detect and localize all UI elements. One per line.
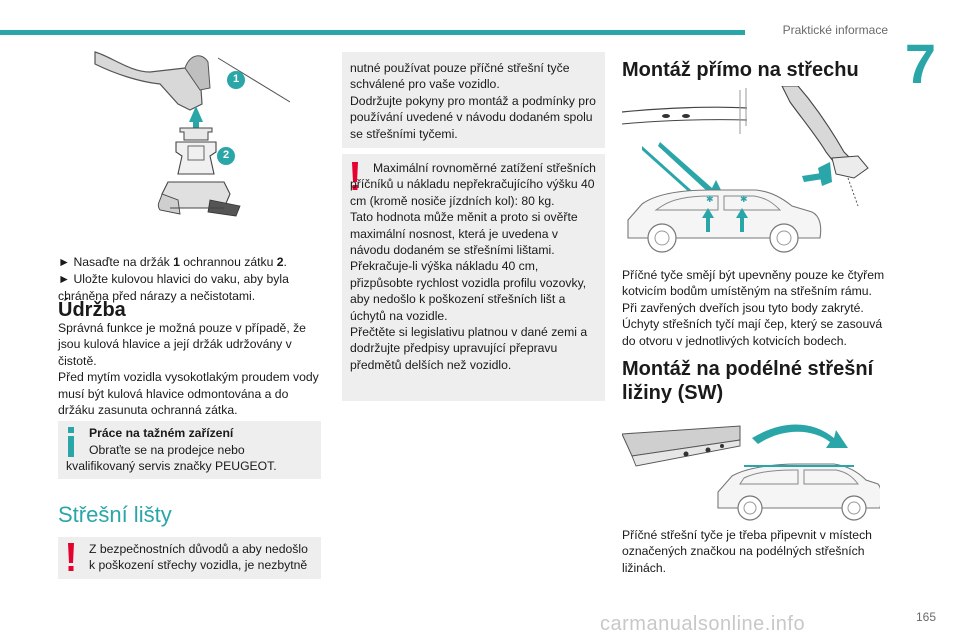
watermark: carmanualsonline.info: [600, 613, 806, 635]
svg-text:✱: ✱: [706, 195, 714, 205]
instruction-2: [58, 255, 323, 304]
callout-1: 1: [232, 73, 240, 85]
warning-box-load-text: Maximální rovnoměrné zatížení střešních příčníků u nákladu nepřekračujícího výšku 40 cm (kromě nosiče jízdních kol): 80 kg. Tato hodnota může měnit a proto si ověřte maximální nosnost, která je uvedena v návodu dodaném se střešními lištami. Překračuje-li výška nákladu 40 cm, přizpůsobte rychlost vozidla profilu vozovky, aby nedošlo k poškození střešních lišt a úchytů na vozidle. Přečtěte si legislativu platnou v dané zemi a dodržujte předpisy upravující přepravu předmětů delších než vozidlo.: [350, 161, 596, 372]
header-rule: [0, 30, 745, 35]
instruction-1-a: ► Nasaďte na držák 1 ochrannou zátku 2.: [58, 255, 287, 270]
info-box-text: Obraťte se na prodejce nebo kvalifikovaný servis značky PEUGEOT.: [66, 443, 277, 474]
info-box-title: Práce na tažném zařízení: [89, 426, 234, 440]
page-number: 165: [915, 610, 936, 624]
rails-figure: [622, 416, 880, 524]
roof-rails-heading: Střešní lišty: [58, 502, 172, 527]
maintenance-heading: Údržba: [58, 299, 126, 321]
rails-text: Příčné střešní tyče je třeba připevnit v místech označených značkou na podélných střešních ližinách.: [622, 528, 872, 575]
section-label: Praktické informace: [782, 23, 888, 37]
warning-box-safety: [58, 537, 321, 579]
warning-box-load: [342, 154, 605, 401]
warning-icon: [65, 543, 77, 573]
direct-roof-heading: Montáž přímo na střechu: [622, 59, 859, 81]
direct-roof-text: Příčné tyče smějí být upevněny pouze ke čtyřem kotvicím bodům umístěným na střešním rámu. Při zavřených dveřích jsou tyto body zakryté. Úchyty střešních tyčí mají čep, který se zasouvá do otvoru v jednotlivých kotvicích bodech.: [622, 268, 885, 348]
tow-ball-figure: [90, 44, 290, 220]
warning-box-safety-text: Z bezpečnostních důvodů a aby nedošlo k poškození střechy vozidla, je nezbytně: [89, 542, 308, 573]
svg-text:✱: ✱: [740, 195, 748, 205]
maintenance-text: Správná funkce je možná pouze v případě, že jsou kulová hlavice a její držák udržovány v čistotě. Před mytím vozidla vysokotlakým proudem vody musí být kulová hlavice odmontována a do držáku zasunuta ochranná zátka.: [58, 321, 319, 418]
safety-box-continued: [342, 52, 605, 148]
callout-2: 2: [222, 149, 230, 161]
chapter-number: 7: [904, 32, 936, 95]
safety-box-continued-text: nutné používat pouze příčné střešní tyče schválené pro vaše vozidlo. Dodržujte pokyny pro montáž a podmínky pro používání uvedené v návodu dodaném spolu se střešními tyčemi.: [350, 61, 596, 141]
rails-heading: Montáž na podélné střešní ližiny (SW): [622, 358, 874, 404]
roof-anchor-figure: [622, 86, 880, 262]
info-box: [58, 421, 321, 479]
instruction-2-text: ► Uložte kulovou hlavici do vaku, aby byla chráněna před nárazy a nečistotami.: [58, 272, 289, 303]
